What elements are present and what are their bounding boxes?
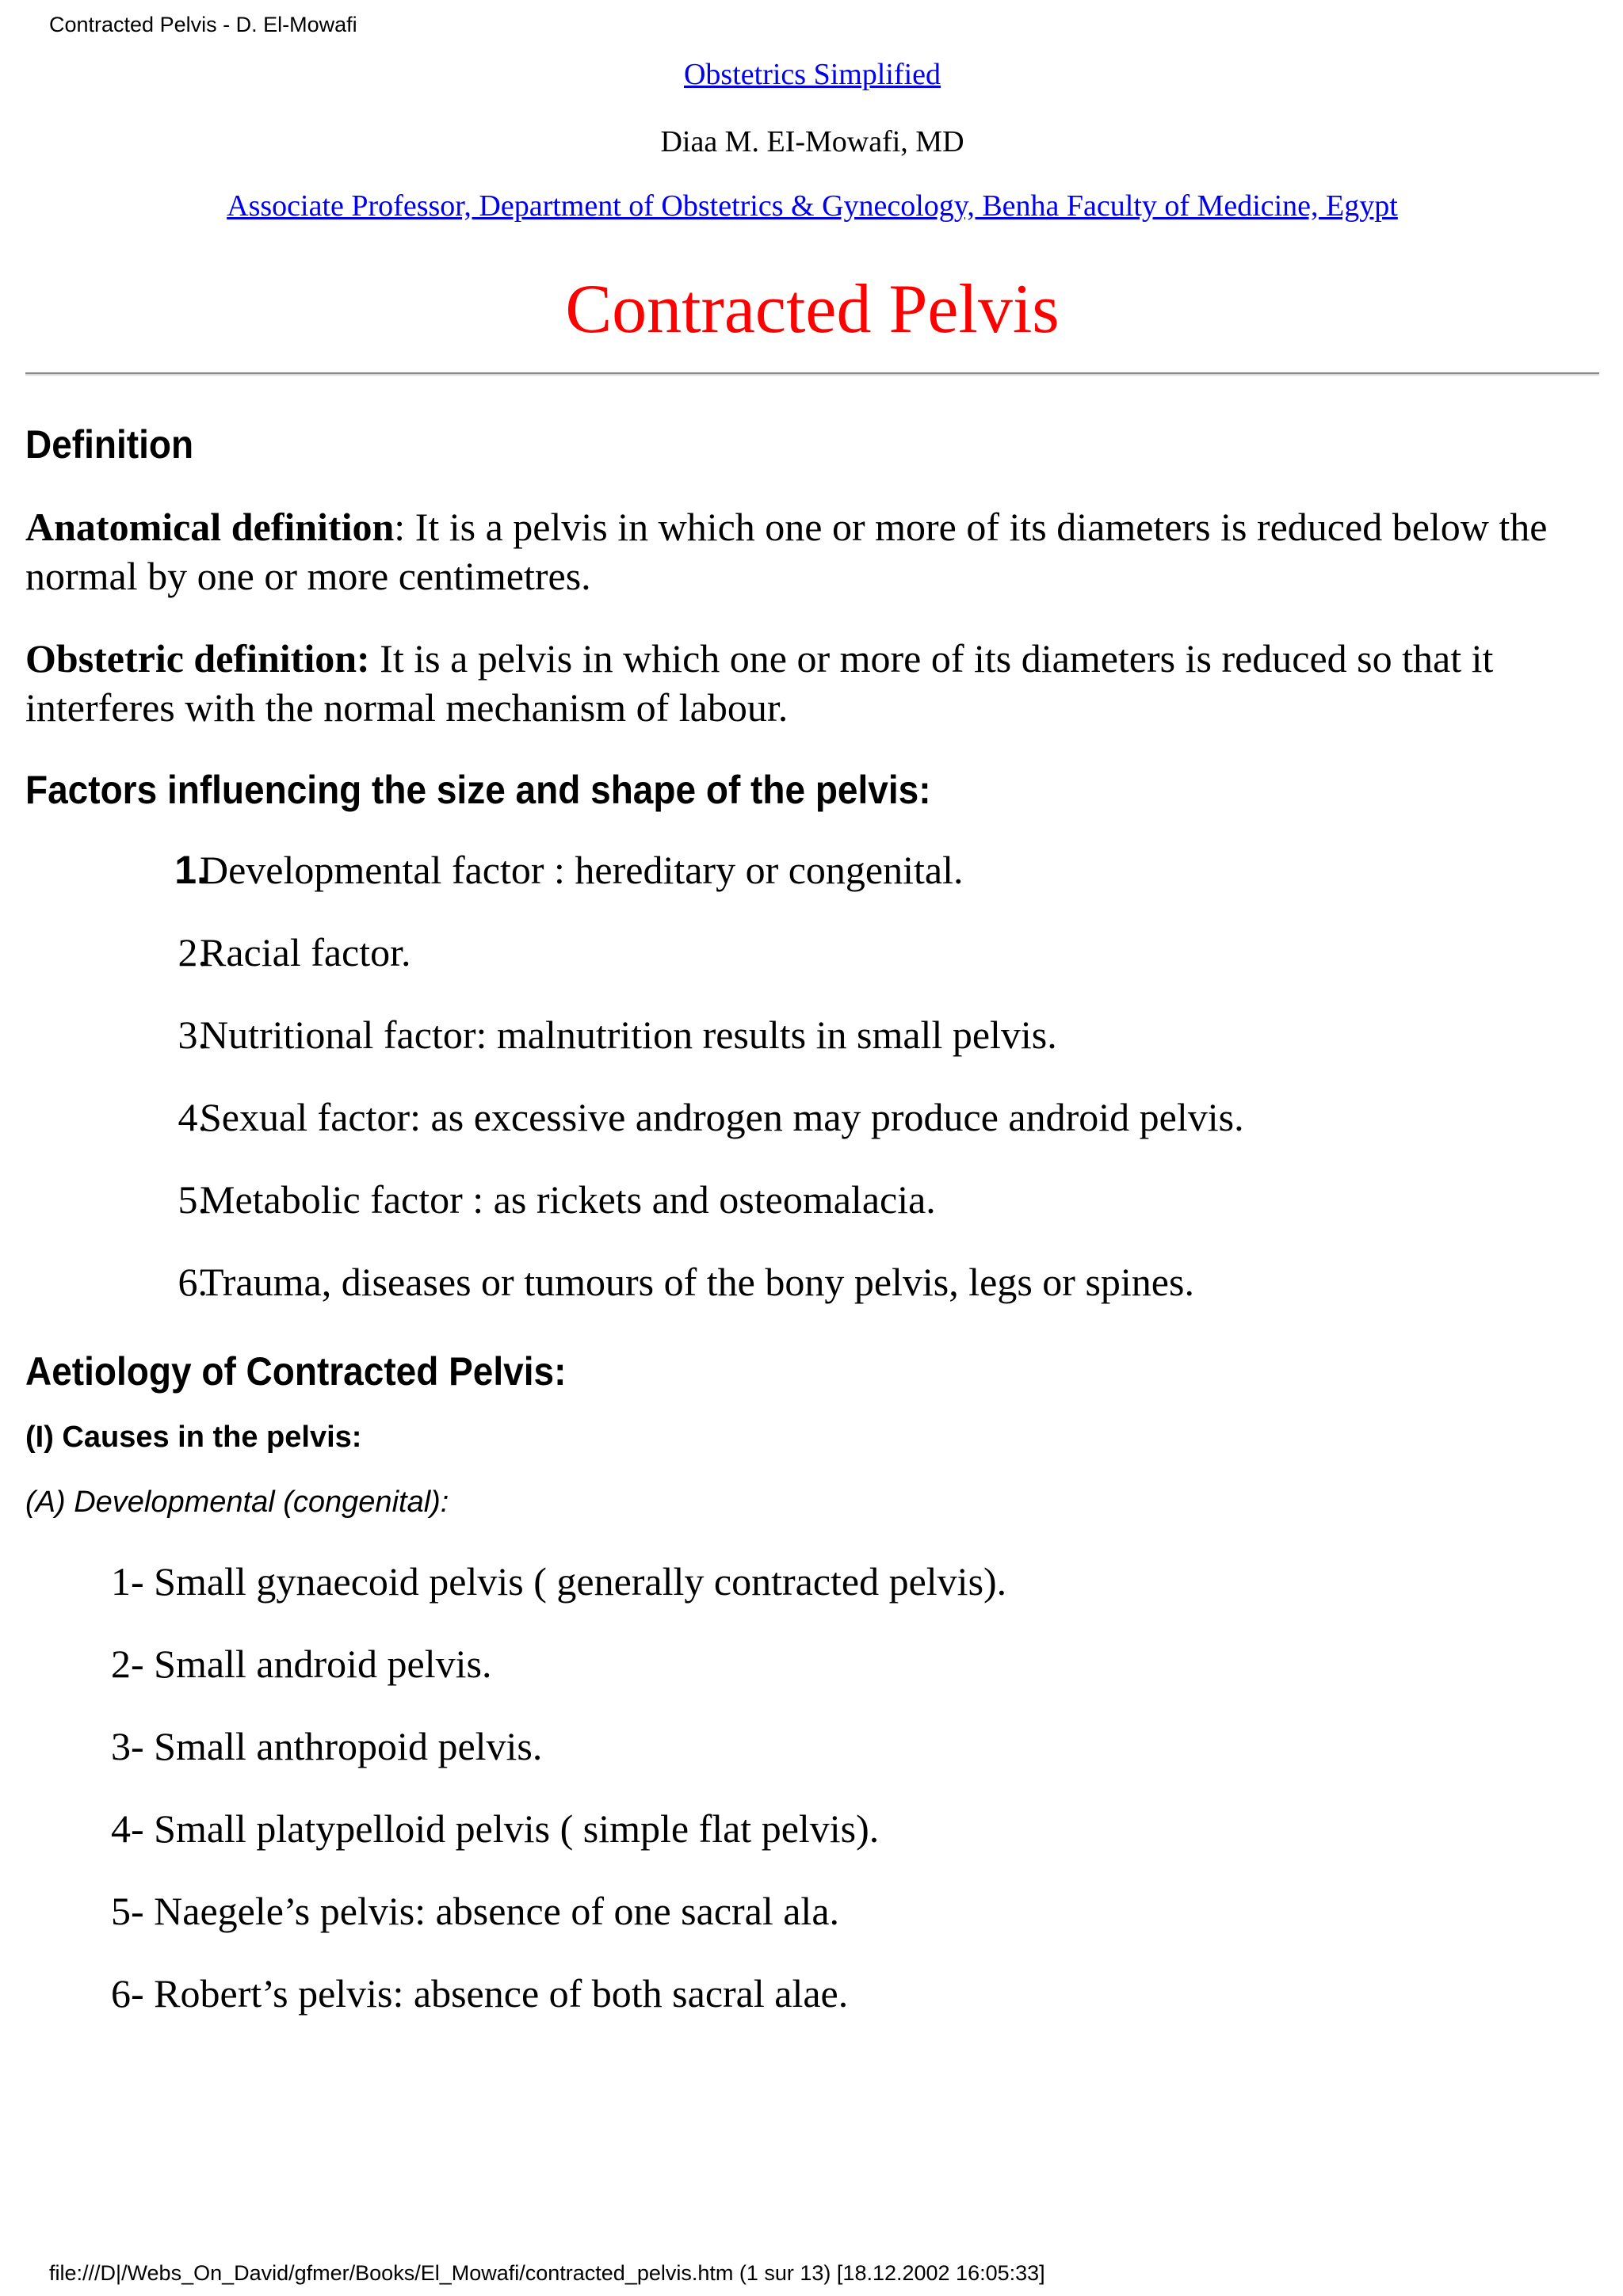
print-footer: file:///D|/Webs_On_David/gfmer/Books/El_Mowafi/contracted_pelvis.htm (1 sur 13) [18.12.2002 16:05:33] [49, 2261, 1045, 2285]
obstetric-definition-label: Obstetric definition: [25, 636, 370, 681]
list-item-number: 5. [178, 1177, 208, 1222]
factors-heading: Factors influencing the size and shape of the pelvis: [25, 768, 931, 812]
causes-subheading: (I) Causes in the pelvis: [25, 1421, 362, 1454]
definition-heading: Definition [25, 422, 194, 467]
anatomical-definition [25, 502, 1579, 601]
causes-list [111, 1556, 1006, 2050]
list-item: 4- Small platypelloid pelvis ( simple flat pelvis). [111, 1806, 880, 1851]
list-item-text: Racial factor. [200, 930, 411, 974]
book-link-line [25, 55, 1599, 93]
list-item: 5- Naegele’s pelvis: absence of one sacral ala. [111, 1889, 840, 1933]
list-item-text: Sexual factor: as excessive androgen may produce android pelvis. [200, 1095, 1244, 1139]
list-item-number: 6. [178, 1260, 208, 1304]
list-item: 2- Small android pelvis. [111, 1642, 492, 1686]
developmental-category: (A) Developmental (congenital): [25, 1486, 449, 1519]
list-item: 3- Small anthropoid pelvis. [111, 1724, 543, 1768]
list-item: 1- Small gynaecoid pelvis ( generally contracted pelvis). [111, 1559, 1007, 1604]
anatomical-definition-text: : It is a pelvis in which one or more of its diameters is reduced below the normal by one or more centimetres. [25, 505, 1548, 598]
list-item-number: 2. [178, 930, 208, 974]
list-item-number: 1. [174, 848, 208, 892]
anatomical-definition-label: Anatomical definition [25, 505, 395, 549]
page-title: Contracted Pelvis [565, 271, 1060, 348]
obstetric-definition-text: It is a pelvis in which one or more of its diameters is reduced so that it interferes with the normal mechanism of labour. [25, 636, 1494, 730]
affiliation-line [25, 187, 1599, 225]
aetiology-heading: Aetiology of Contracted Pelvis: [25, 1349, 567, 1394]
affiliation-link[interactable]: Associate Professor, Department of Obstetrics & Gynecology, Benha Faculty of Medicine, Egypt [227, 189, 1398, 223]
list-item: 6- Robert’s pelvis: absence of both sacral alae. [111, 1971, 849, 2016]
horizontal-rule [25, 372, 1599, 376]
list-item-text: Nutritional factor: malnutrition results in small pelvis. [200, 1013, 1057, 1057]
list-item-number: 3. [178, 1013, 208, 1057]
list-item-text: Metabolic factor : as rickets and osteomalacia. [200, 1177, 936, 1222]
list-item-text: Trauma, diseases or tumours of the bony pelvis, legs or spines. [200, 1260, 1194, 1304]
author-name: Diaa M. EI-Mowafi, MD [660, 125, 964, 158]
book-link[interactable]: Obstetrics Simplified [683, 58, 941, 91]
list-item-text: Developmental factor : hereditary or congenital. [200, 848, 964, 892]
print-header: Contracted Pelvis - D. El-Mowafi [49, 13, 357, 36]
list-item-number: 4. [178, 1095, 208, 1139]
obstetric-definition [25, 634, 1579, 732]
